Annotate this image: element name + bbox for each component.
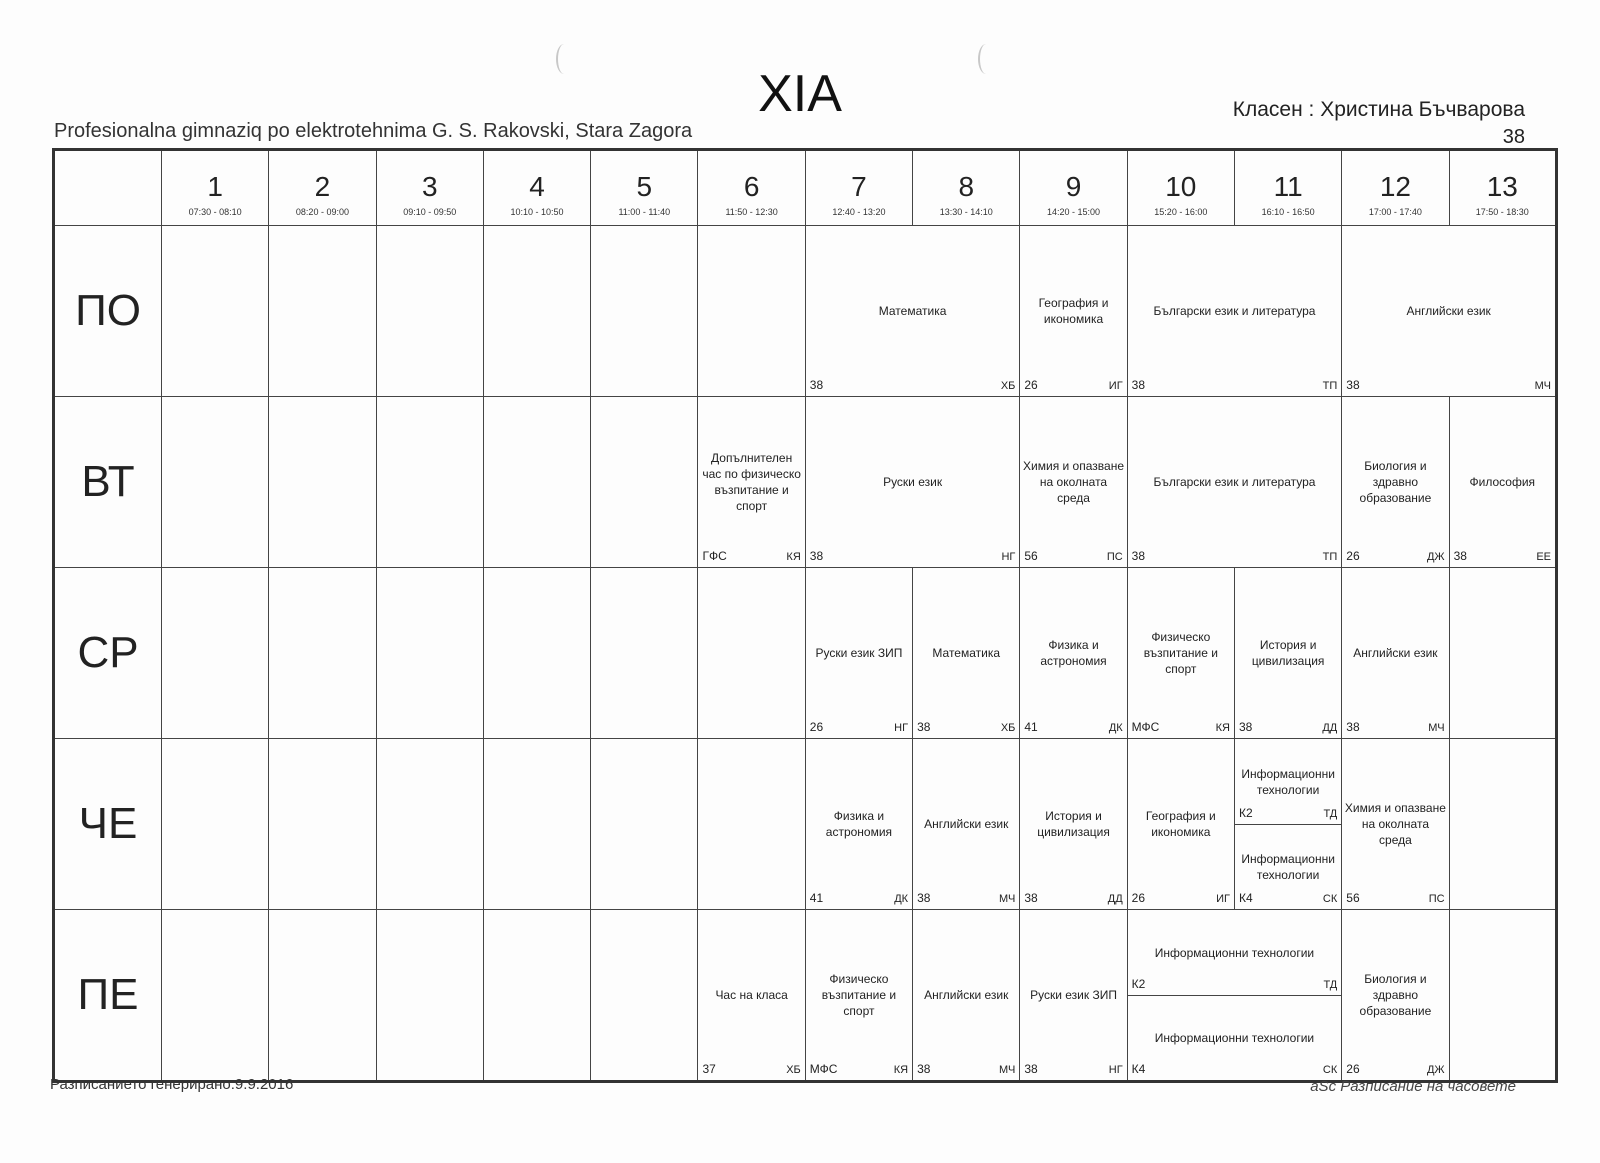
lesson-cell [1020, 910, 1127, 1082]
school-name: Profesionalna gimnaziq po elektrotehnima G. S. Rakovski, Stara Zagora [54, 120, 693, 142]
period-time: 11:50 - 12:30 [725, 207, 778, 217]
empty-slot [1449, 910, 1556, 1082]
lesson-cell [1127, 226, 1342, 397]
period-header [483, 150, 590, 226]
lesson [1128, 739, 1234, 909]
lesson-room: 41 [1024, 720, 1038, 734]
period-header-row [54, 150, 1557, 226]
lesson-subject: Английски език [1353, 646, 1438, 660]
period-header [913, 150, 1020, 226]
lesson-cell [805, 568, 912, 739]
period-number: 5 [636, 171, 653, 202]
lesson-cell [805, 226, 1020, 397]
lesson-subject: География и икономика [1145, 809, 1216, 839]
lesson-subject: Физическо възпитание и спорт [1143, 630, 1218, 676]
lesson-teacher: ИГ [1108, 380, 1123, 392]
empty-slot [376, 226, 483, 397]
lesson-room: 26 [1024, 378, 1038, 392]
lesson-teacher: МЧ [1428, 722, 1445, 734]
lesson-room: К4 [1238, 891, 1253, 905]
empty-slot [376, 397, 483, 568]
period-number: 10 [1165, 171, 1197, 202]
lesson [1128, 226, 1342, 396]
period-number: 9 [1065, 171, 1082, 202]
lesson [1342, 226, 1555, 396]
lesson-cell [1020, 568, 1127, 739]
lesson-cell [805, 739, 912, 910]
lesson-subject: Английски език [924, 817, 1009, 831]
corner-cell [54, 150, 162, 226]
lesson-teacher: ТД [1323, 979, 1338, 991]
lesson-teacher: ТП [1322, 551, 1338, 563]
period-time: 12:40 - 13:20 [832, 207, 886, 217]
lesson-teacher: СК [1322, 1064, 1338, 1076]
empty-slot [162, 739, 269, 910]
empty-slot [162, 910, 269, 1082]
lesson [1342, 910, 1448, 1080]
period-header [1449, 150, 1556, 226]
period-time: 14:20 - 15:00 [1047, 207, 1101, 217]
lesson-cell [1342, 397, 1449, 568]
lesson-teacher: НГ [1108, 1064, 1123, 1076]
lesson-room: 37 [702, 1062, 716, 1076]
lesson-teacher: НГ [894, 722, 909, 734]
period-time: 08:20 - 09:00 [295, 207, 349, 217]
period-time: 11:00 - 11:40 [618, 207, 671, 217]
period-number: 3 [421, 171, 438, 202]
empty-slot [1449, 568, 1556, 739]
lesson-room: К2 [1131, 977, 1146, 991]
lesson-cell [805, 397, 1020, 568]
empty-slot [591, 910, 698, 1082]
lesson-teacher: КЯ [893, 1064, 909, 1076]
lesson-subject: География и икономика [1038, 296, 1109, 326]
lesson-room: 38 [1131, 378, 1146, 392]
lesson-room: 38 [809, 549, 824, 563]
period-header [162, 150, 269, 226]
lesson [1020, 226, 1126, 396]
lesson-cell [1020, 226, 1127, 397]
group-lesson [1128, 910, 1342, 996]
lesson-room: 56 [1024, 549, 1038, 563]
lesson-room: МФС [809, 1062, 838, 1076]
lesson-room: 38 [917, 891, 931, 905]
period-header [376, 150, 483, 226]
empty-slot [591, 568, 698, 739]
lesson-teacher: ДД [1322, 722, 1338, 734]
lesson-teacher: МЧ [999, 1064, 1016, 1076]
day-row [54, 739, 1557, 910]
lesson-subject: Руски език ЗИП [815, 646, 903, 660]
lesson-subject: Руски език [883, 475, 943, 489]
empty-slot [591, 397, 698, 568]
lesson-cell [805, 910, 912, 1082]
empty-slot [269, 397, 376, 568]
empty-slot [591, 739, 698, 910]
period-header [805, 150, 912, 226]
period-number: 4 [529, 171, 545, 202]
lesson-teacher: КЯ [1215, 722, 1230, 734]
lesson-subject: Руски език ЗИП [1030, 988, 1117, 1002]
lesson [1342, 739, 1448, 909]
lesson-teacher: ХБ [786, 1064, 801, 1076]
empty-slot [269, 910, 376, 1082]
empty-slot [698, 568, 805, 739]
lesson-room: 38 [809, 378, 824, 392]
lesson-room: 38 [1346, 378, 1360, 392]
lesson [1020, 739, 1126, 909]
lesson-cell [913, 910, 1020, 1082]
lesson-cell [1234, 739, 1341, 910]
period-header [1127, 150, 1234, 226]
lesson-room: 26 [1131, 891, 1146, 905]
empty-slot [376, 568, 483, 739]
lesson-room: 38 [1238, 720, 1253, 734]
class-teacher: Класен : Христина Бъчварова [1232, 98, 1525, 121]
generated-date: Разписанието генерирано:9.9.2016 [50, 1076, 294, 1093]
lesson [806, 910, 912, 1080]
lesson [698, 397, 804, 567]
lesson-room: 26 [809, 720, 824, 734]
lesson-subject: Философия [1469, 475, 1536, 489]
class-title: XIA [758, 65, 842, 123]
lesson-room: 38 [1131, 549, 1146, 563]
lesson [1128, 397, 1342, 567]
lesson-room: 26 [1346, 549, 1360, 563]
lesson [1128, 568, 1234, 738]
timetable-grid [52, 148, 1558, 1083]
period-header [1234, 150, 1341, 226]
empty-slot [483, 397, 590, 568]
home-room: 38 [1502, 126, 1525, 148]
lesson-room: К2 [1238, 806, 1253, 820]
empty-slot [376, 739, 483, 910]
period-number: 8 [958, 171, 975, 202]
lesson [806, 568, 912, 738]
lesson-teacher: ПС [1106, 551, 1123, 563]
lesson [913, 739, 1019, 909]
lesson-room: 56 [1346, 891, 1360, 905]
lesson-teacher: ДК [1108, 722, 1123, 734]
empty-slot [1449, 739, 1556, 910]
lesson-teacher: МЧ [1534, 380, 1551, 392]
period-time: 15:20 - 16:00 [1154, 207, 1208, 217]
lesson [913, 910, 1019, 1080]
day-label: ПО [54, 226, 162, 397]
lesson-room: 26 [1346, 1062, 1360, 1076]
lesson-subject: Информационни технологии [1241, 851, 1335, 882]
period-time: 13:30 - 14:10 [939, 207, 993, 217]
lesson [1020, 910, 1126, 1080]
lesson-cell [1127, 568, 1234, 739]
lesson-teacher: НГ [1001, 551, 1016, 563]
empty-slot [483, 910, 590, 1082]
empty-slot [269, 568, 376, 739]
lesson-subject: Информационни технологии [1154, 1030, 1315, 1045]
empty-slot [269, 226, 376, 397]
lesson-room: 38 [1024, 1062, 1038, 1076]
lesson-teacher: ДЖ [1426, 551, 1445, 563]
lesson-subject: Допълнителен час по физическо възпитание и спорт [702, 451, 801, 513]
lesson [1450, 397, 1555, 567]
lesson-room: 38 [1346, 720, 1360, 734]
software-brand: aSc Разписание на часовете [1310, 1078, 1516, 1095]
lesson-subject: Физическо възпитание и спорт [821, 972, 897, 1018]
day-row [54, 568, 1557, 739]
lesson-subject: Математика [878, 304, 947, 318]
lesson-subject: Биология и здравно образование [1359, 459, 1432, 505]
lesson-cell [1020, 739, 1127, 910]
lesson-cell [1449, 397, 1556, 568]
day-label: СР [54, 568, 162, 739]
lesson-subject: Английски език [1406, 304, 1491, 318]
period-time: 17:50 - 18:30 [1475, 207, 1529, 217]
lesson-cell [1020, 397, 1127, 568]
period-number: 13 [1486, 171, 1518, 202]
lesson-room: 38 [1453, 549, 1467, 563]
period-number: 1 [207, 171, 223, 202]
period-number: 12 [1379, 171, 1411, 202]
period-header [591, 150, 698, 226]
lesson-subject: История и цивилизация [1251, 638, 1325, 668]
lesson-teacher: МЧ [999, 893, 1016, 905]
lesson [698, 910, 804, 1080]
lesson-room: К4 [1131, 1062, 1146, 1076]
lesson-teacher: СК [1322, 893, 1338, 905]
lesson-room: 41 [809, 891, 824, 905]
lesson-subject: Биология и здравно образование [1359, 972, 1432, 1018]
lesson [806, 397, 1020, 567]
day-row [54, 226, 1557, 397]
period-time: 09:10 - 09:50 [403, 207, 457, 217]
period-time: 07:30 - 08:10 [188, 207, 242, 217]
period-header [269, 150, 376, 226]
lesson-cell [913, 568, 1020, 739]
lesson-cell [1342, 910, 1449, 1082]
lesson-teacher: ДК [894, 893, 909, 905]
empty-slot [483, 739, 590, 910]
lesson [1020, 568, 1126, 738]
group-lesson [1235, 824, 1341, 909]
empty-slot [162, 397, 269, 568]
empty-slot [162, 568, 269, 739]
lesson-teacher: ХБ [1000, 380, 1016, 392]
lesson-subject: Информационни технологии [1241, 766, 1335, 797]
period-header [1020, 150, 1127, 226]
lesson-subject: Български език и литература [1153, 475, 1316, 489]
lesson-cell [1127, 739, 1234, 910]
lesson-cell [1234, 568, 1341, 739]
lesson-subject: Физика и астрономия [1040, 638, 1107, 668]
lesson-teacher: ХБ [1000, 722, 1016, 734]
lesson-teacher: ДД [1107, 893, 1123, 905]
lesson-subject: Час на класа [715, 988, 788, 1002]
lesson-room: МФС [1131, 720, 1160, 734]
lesson-cell [1127, 397, 1342, 568]
group-lesson [1235, 739, 1341, 825]
empty-slot [591, 226, 698, 397]
period-number: 7 [851, 171, 867, 202]
lesson-room: 38 [917, 720, 931, 734]
lesson-room: ГФС [702, 549, 727, 563]
lesson-subject: Български език и литература [1153, 304, 1316, 318]
lesson-subject: Математика [932, 646, 1001, 660]
lesson-teacher: ЕЕ [1536, 551, 1551, 563]
period-header [698, 150, 805, 226]
period-number: 11 [1273, 171, 1303, 202]
period-number: 6 [743, 171, 760, 202]
lesson-room: 38 [1024, 891, 1038, 905]
day-label: ЧЕ [54, 739, 162, 910]
lesson-teacher: ТП [1322, 380, 1338, 392]
period-time: 10:10 - 10:50 [510, 207, 564, 217]
lesson-teacher: ДЖ [1426, 1064, 1445, 1076]
empty-slot [269, 739, 376, 910]
lesson-teacher: КЯ [786, 551, 801, 563]
empty-slot [162, 226, 269, 397]
lesson-cell [698, 397, 805, 568]
empty-slot [483, 226, 590, 397]
period-time: 16:10 - 16:50 [1261, 207, 1315, 217]
day-label: ВТ [54, 397, 162, 568]
lesson [1235, 568, 1341, 738]
lesson-cell [1127, 910, 1342, 1082]
empty-slot [698, 739, 805, 910]
empty-slot [376, 910, 483, 1082]
group-lesson [1128, 995, 1342, 1080]
lesson-teacher: ТД [1323, 808, 1338, 820]
lesson-room: 38 [917, 1062, 931, 1076]
lesson-cell [1342, 739, 1449, 910]
lesson-teacher: ПС [1428, 893, 1445, 905]
lesson-subject: Химия и опазване на околната среда [1344, 801, 1446, 847]
lesson-subject: Информационни технологии [1154, 945, 1315, 960]
day-row [54, 910, 1557, 1082]
lesson-subject: Английски език [924, 988, 1009, 1002]
lesson-subject: Химия и опазване на околната среда [1023, 459, 1124, 505]
period-time: 17:00 - 17:40 [1368, 207, 1422, 217]
day-label: ПЕ [54, 910, 162, 1082]
lesson-teacher: ИГ [1216, 893, 1230, 905]
lesson [806, 226, 1020, 396]
lesson-subject: История и цивилизация [1037, 809, 1110, 839]
lesson-cell [1342, 568, 1449, 739]
lesson [1342, 397, 1448, 567]
empty-slot [698, 226, 805, 397]
day-row [54, 397, 1557, 568]
lesson-cell [913, 739, 1020, 910]
lesson-subject: Физика и астрономия [825, 809, 893, 839]
period-number: 2 [314, 171, 331, 202]
empty-slot [483, 568, 590, 739]
period-header [1342, 150, 1449, 226]
lesson-cell [698, 910, 805, 1082]
lesson-cell [1342, 226, 1557, 397]
lesson [806, 739, 912, 909]
lesson [1020, 397, 1126, 567]
lesson [913, 568, 1019, 738]
lesson [1342, 568, 1448, 738]
